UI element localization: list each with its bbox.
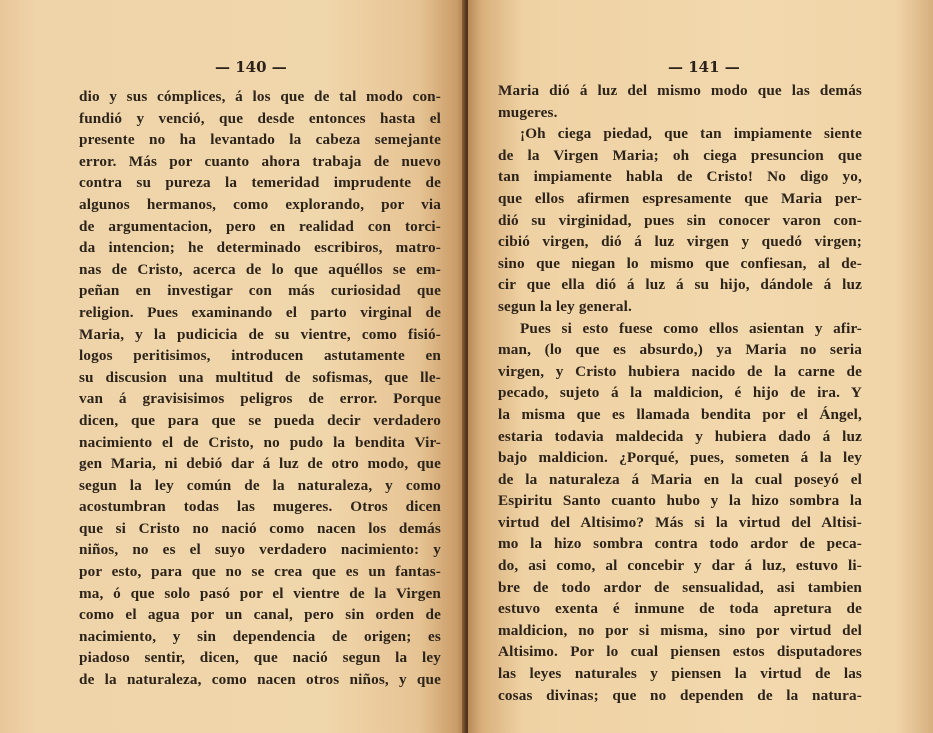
- text-line: como el agua por un canal, pero sin orden de: [79, 606, 441, 624]
- text-line: nas de Cristo, acerca de lo que aquéllos se em-: [79, 260, 441, 278]
- text-line: virgen, y Cristo hubiera nacido de la carne de: [498, 362, 862, 380]
- text-line: ma, ó que solo pasó por el vientre de la Virgen: [79, 584, 441, 602]
- text-line: pecado, sujeto á la maldicion, é hijo de ira. Y: [498, 384, 862, 402]
- text-line: niños, no es el suyo verdadero nacimiento: y: [79, 541, 441, 559]
- text-line: cibió virgen, dió á luz virgen y quedó virgen;: [498, 233, 862, 251]
- text-line: Altisimo. Por lo cual piensen estos disputadores: [498, 643, 862, 661]
- left-page-text: [79, 86, 441, 691]
- text-line: dió su virginidad, pues sin conocer varon con-: [498, 211, 862, 229]
- text-line: nacimiento el de Cristo, no pudo la bendita Vir-: [79, 433, 441, 451]
- text-line: estuvo exenta é inmune de toda apretura de: [498, 600, 862, 618]
- text-line: Maria dió á luz del mismo modo que las demás: [498, 82, 862, 99]
- text-line: Pues si esto fuese como ellos asientan y afir-: [520, 319, 862, 337]
- text-line: mo la hizo sombra contra todo ardor de peca-: [498, 535, 862, 553]
- text-line: da intencion; he determinado escribiros, matro-: [79, 239, 441, 257]
- text-line: religion. Pues examinando el parto virginal de: [79, 303, 441, 321]
- text-line: de la naturaleza á Maria en la cual poseyó el: [498, 470, 862, 488]
- text-line: error. Más por cuanto ahora trabaja de nuevo: [79, 152, 441, 170]
- text-line: de argumentacion, pero en realidad con torci-: [79, 217, 441, 235]
- text-line: fundió y venció, que desde entonces hasta el: [79, 109, 441, 127]
- page-number-right: — 141 —: [668, 58, 740, 76]
- text-line: acostumbran todas las mugeres. Otros dicen: [79, 498, 441, 516]
- text-line: nacimiento, y sin dependencia de origen; es: [79, 627, 441, 645]
- text-line: tan impiamente habla de Cristo! No digo yo,: [498, 168, 862, 186]
- text-line: cir que ella dió á luz á su hijo, dándole á luz: [498, 276, 862, 294]
- text-line: contra su pureza la temeridad imprudente de: [79, 174, 441, 192]
- text-line: dicen, que para que se pueda decir verdadero: [79, 411, 441, 429]
- text-line: peñan en investigar con más curiosidad que: [79, 282, 441, 300]
- text-line: do, asi como, al concebir y dar á luz, estuvo li-: [498, 557, 862, 575]
- text-line: segun la ley general.: [498, 297, 632, 315]
- text-line: que si Cristo no nació como nacen los demás: [79, 519, 441, 537]
- text-line: presente no ha levantado la cabeza semejante: [79, 131, 441, 149]
- text-line: Espiritu Santo cuanto hubo y la hizo sombra la: [498, 492, 862, 510]
- text-line: piadoso sentir, dicen, que nació segun la ley: [79, 649, 441, 667]
- text-line: Maria, y la pudicicia de su vientre, como fisió-: [79, 325, 441, 343]
- text-line: las leyes naturales y piensen la virtud de las: [498, 665, 862, 683]
- text-line: sino que niegan lo mismo que confiesan, al de-: [498, 254, 862, 272]
- text-line: gen Maria, ni debió dar á luz de otro modo, que: [79, 455, 441, 473]
- text-line: bajo maldicion. ¿Porqué, pues, someten á la ley: [498, 449, 862, 467]
- text-line: la misma que es llamada bendita por el Ángel,: [498, 405, 862, 423]
- text-line: van á gravisisimos peligros de error. Porque: [79, 390, 441, 408]
- text-line: ¡Oh ciega piedad, que tan impiamente siente: [520, 125, 862, 143]
- text-line: estaria todavia maldecida y hubiera dado á luz: [498, 427, 862, 445]
- text-line: virtud del Altisimo? Más si la virtud del Altisi-: [498, 513, 862, 531]
- text-line: de la naturaleza, como nacen otros niños, y que: [79, 671, 441, 689]
- text-line: su discusion una multitud de sofismas, que lle-: [79, 368, 441, 386]
- text-line: por esto, para que no se crea que es un fantas-: [79, 563, 441, 581]
- text-line: que ellos afirmen espresamente que Maria per-: [498, 189, 862, 207]
- text-line: cosas divinas; que no dependen de la natura-: [498, 686, 862, 704]
- text-line: maldicion, no por si misma, sino por virtud del: [498, 621, 862, 639]
- right-page: [468, 0, 933, 733]
- text-line: dio y sus cómplices, á los que de tal modo con-: [79, 88, 441, 105]
- text-line: algunos hermanos, como explorando, por via: [79, 195, 441, 213]
- left-page: [0, 0, 466, 733]
- right-page-text: [498, 80, 862, 706]
- text-line: segun la ley común de la naturaleza, y como: [79, 476, 441, 494]
- text-line: mugeres.: [498, 103, 558, 121]
- text-line: man, (lo que es absurdo,) ya Maria no seria: [498, 341, 862, 359]
- text-line: bre de todo ardor de sensualidad, asi tambien: [498, 578, 862, 596]
- text-line: de la Virgen Maria; oh ciega presuncion que: [498, 146, 862, 164]
- page-number-left: — 140 —: [215, 58, 287, 76]
- text-line: logos peritisimos, introducen astutamente en: [79, 347, 441, 365]
